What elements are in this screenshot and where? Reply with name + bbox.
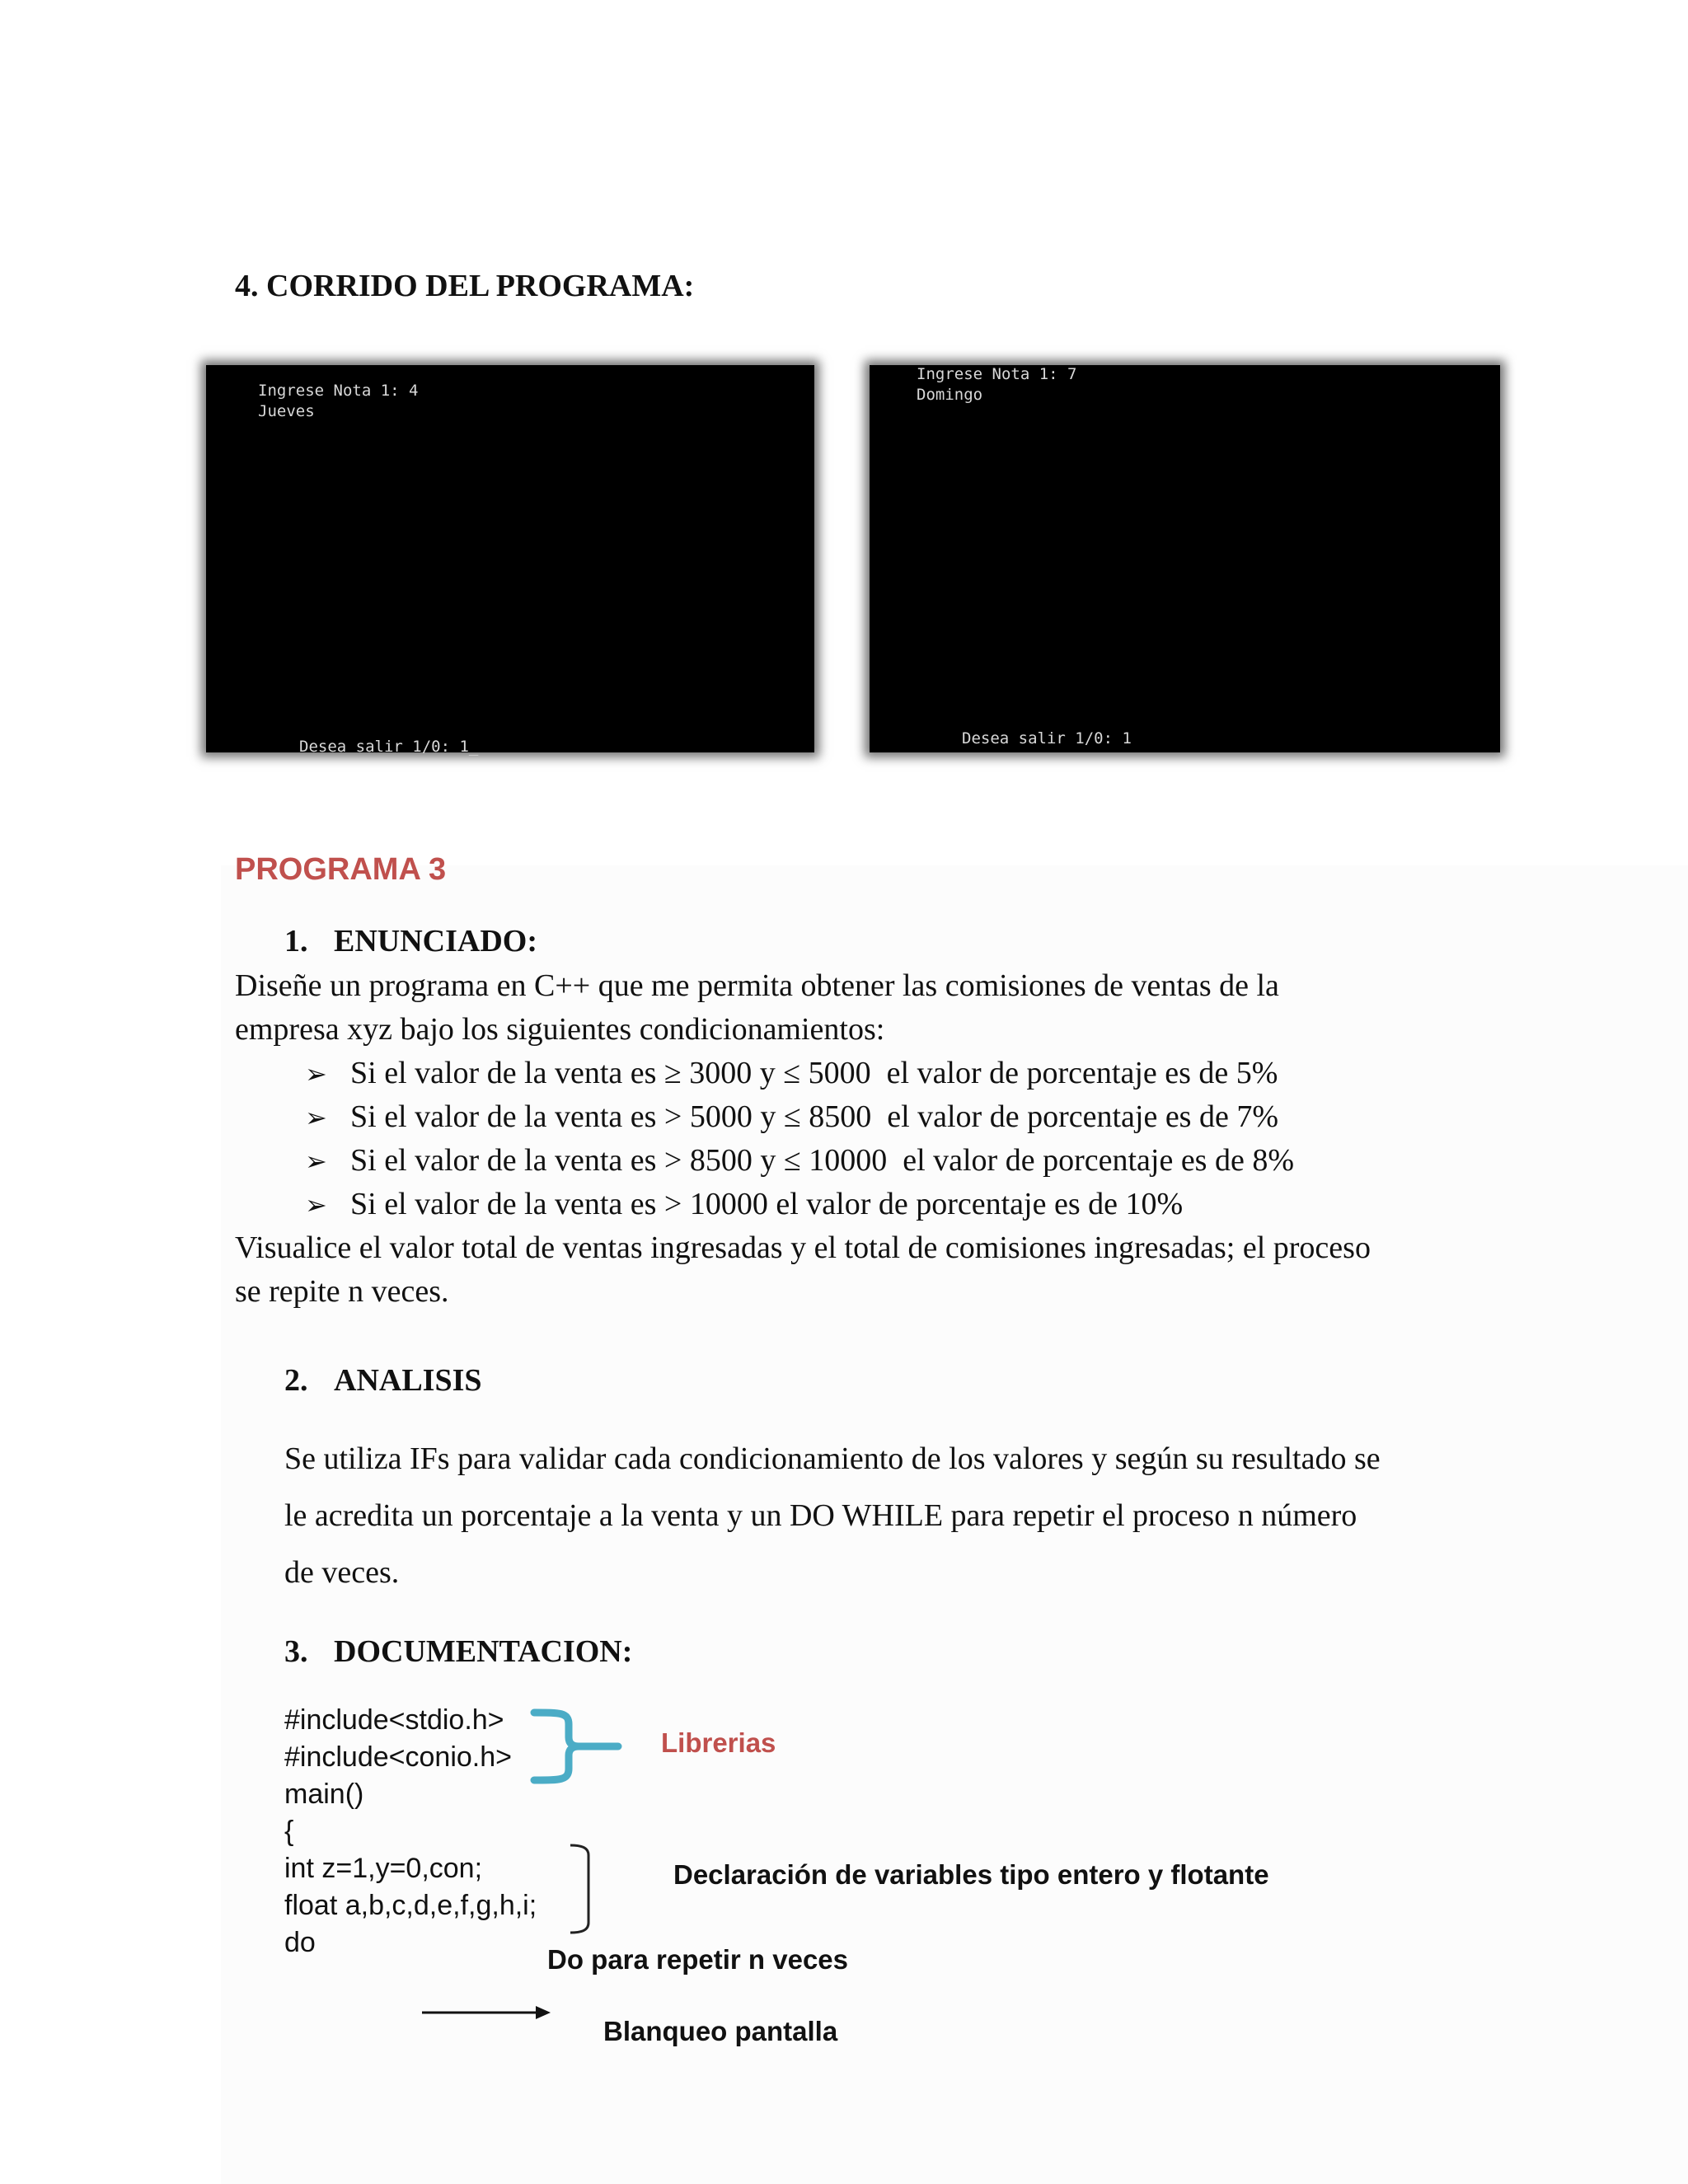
condition-bullet <box>305 1139 1294 1183</box>
console-line: Ingrese Nota 1: 4 <box>258 382 419 400</box>
console-footer: Desea salir 1/0: 1_ <box>299 738 479 756</box>
condition-bullet <box>305 1052 1278 1096</box>
code-line: float a,b,c,d,e,f,g,h,i; <box>284 1890 537 1921</box>
code-line: int z=1,y=0,con; <box>284 1853 483 1884</box>
analysis-text: de veces. <box>284 1555 400 1590</box>
console-line: Domingo <box>917 386 983 404</box>
console-screenshot-left <box>206 365 814 756</box>
analysis-heading: ANALISIS <box>334 1363 482 1398</box>
library-brace-icon <box>528 1708 622 1786</box>
code-line: { <box>284 1816 294 1847</box>
program-title: PROGRAMA 3 <box>235 852 447 887</box>
statement-text: Diseñe un programa en C++ que me permita obtener las comisiones de ventas de la <box>235 968 1279 1003</box>
condition-text: Si el valor de la venta es > 8500 y ≤ 10000 el valor de porcentaje es de 8% <box>350 1143 1294 1178</box>
documentation-heading: DOCUMENTACION: <box>334 1634 633 1669</box>
statement-heading-number: 1. <box>284 924 308 958</box>
arrow-right-icon <box>420 2003 552 2022</box>
code-line: do <box>284 1927 316 1958</box>
clear-screen-annotation: Blanqueo pantalla <box>603 2016 838 2046</box>
arrow-bullet-icon: ➢ <box>305 1146 327 1177</box>
declarations-annotation: Declaración de variables tipo entero y flotante <box>673 1859 1269 1890</box>
condition-text: Si el valor de la venta es ≥ 3000 y ≤ 5000 el valor de porcentaje es de 5% <box>350 1056 1278 1090</box>
condition-bullet <box>305 1095 1278 1140</box>
code-line: #include<stdio.h> <box>284 1704 504 1736</box>
statement-text: Visualice el valor total de ventas ingresadas y el total de comisiones ingresadas; el proceso <box>235 1230 1371 1265</box>
condition-text: Si el valor de la venta es > 5000 y ≤ 8500 el valor de porcentaje es de 7% <box>350 1099 1278 1134</box>
condition-bullet <box>305 1183 1183 1227</box>
condition-text: Si el valor de la venta es > 10000 el valor de porcentaje es de 10% <box>350 1187 1184 1221</box>
statement-text: empresa xyz bajo los siguientes condicionamientos: <box>235 1012 885 1047</box>
analysis-heading-number: 2. <box>284 1363 308 1398</box>
analysis-text: le acredita un porcentaje a la venta y un DO WHILE para repetir el proceso n número <box>284 1498 1357 1533</box>
console-screenshot-right <box>870 365 1500 752</box>
analysis-text: Se utiliza IFs para validar cada condicionamiento de los valores y según su resultado se <box>284 1441 1381 1476</box>
documentation-heading-number: 3. <box>284 1634 308 1669</box>
statement-heading: ENUNCIADO: <box>334 924 537 958</box>
arrow-bullet-icon: ➢ <box>305 1189 327 1221</box>
libraries-annotation: Librerias <box>661 1727 776 1758</box>
run-heading: 4. CORRIDO DEL PROGRAMA: <box>235 269 695 303</box>
code-line: #include<conio.h> <box>284 1741 513 1773</box>
code-line: main() <box>284 1779 364 1810</box>
declaration-bracket-icon <box>567 1842 600 1937</box>
arrow-bullet-icon: ➢ <box>305 1102 327 1133</box>
console-line: Ingrese Nota 1: 7 <box>917 365 1077 383</box>
arrow-bullet-icon: ➢ <box>305 1058 327 1090</box>
console-footer: Desea salir 1/0: 1 <box>962 729 1132 748</box>
statement-text: se repite n veces. <box>235 1274 449 1309</box>
console-line: Jueves <box>258 402 315 420</box>
do-loop-annotation: Do para repetir n veces <box>547 1944 848 1975</box>
